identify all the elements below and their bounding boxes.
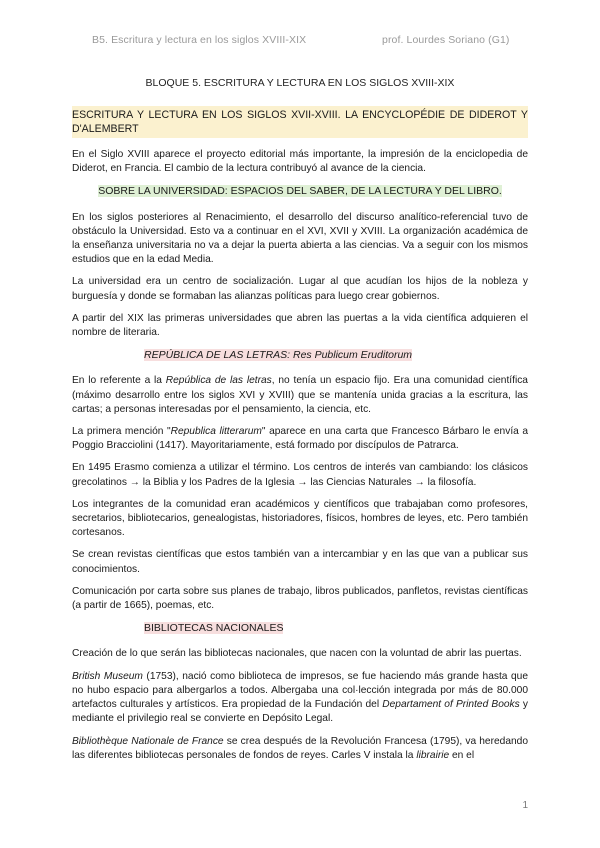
- paragraph: Bibliothèque Nationale de France se crea después de la Revolución Francesa (1795), va heredando las diferentes bibliotecas personales de fondos de reyes. Carles V instala la librairie en el: [72, 735, 528, 761]
- section-heading-text: SOBRE LA UNIVERSIDAD: ESPACIOS DEL SABER, DE LA LECTURA Y DEL LIBRO.: [98, 185, 502, 198]
- header-professor: prof. Lourdes Soriano (G1): [382, 34, 510, 46]
- section-heading-text: BIBLIOTECAS NACIONALES: [144, 622, 284, 635]
- paragraph: Comunicación por carta sobre sus planes de trabajo, libros publicados, panfletos, revistas científicas (a partir de 1665), poemas, etc.: [72, 585, 528, 612]
- section-heading-text: REPÚBLICA DE LAS LETRAS: Res Publicum Eruditorum: [144, 349, 413, 362]
- paragraph: British Museum (1753), nació como biblioteca de impresos, se fue haciendo más grande hasta que no hubo espacio para albergarlos a todos. Albergaba una col·lección integrada por más de 80.000 artefactos culturales y artísticos. Era propiedad de la Fundación del Departament of Printed Books y mediante el privilegio real se convierte en Depósito Legal.: [72, 670, 528, 725]
- header-course: B5. Escritura y lectura en los siglos XVIII-XIX: [92, 34, 307, 46]
- page-title: BLOQUE 5. ESCRITURA Y LECTURA EN LOS SIGLOS XVIII-XIX: [145, 77, 455, 89]
- document-body: [72, 106, 528, 771]
- section-heading-republica: [72, 348, 528, 362]
- paragraph: A partir del XIX las primeras universidades que abren las puertas a la vida científica adquieren el nombre de literaria.: [72, 312, 528, 339]
- section-heading-encyclopedie: ESCRITURA Y LECTURA EN LOS SIGLOS XVII-XVIII. LA ENCYCLOPÉDIE DE DIDEROT Y D'ALEMBERT: [72, 106, 528, 138]
- section-heading-universidad: [72, 184, 528, 198]
- paragraph: Se crean revistas científicas que estos también van a intercambiar y en las que van a publicar sus conocimientos.: [72, 549, 528, 575]
- paragraph: La primera mención "Republica litterarum" aparece en una carta que Francesco Bárbaro le envía a Poggio Bracciolini (1417). Mayoritariamente, está formado por discípulos de Patrarca.: [72, 426, 529, 452]
- paragraph: En los siglos posteriores al Renacimiento, el desarrollo del discurso analítico-referencial tuvo de obstáculo la Universidad. Esto va a continuar en el XVI, XVII y XVIII. La organización académica de la enseñanza universitaria no va a dejar la puerta abierta a las ciencias. Va a seguir con los mismos estudios que en la edad Media.: [72, 211, 528, 266]
- paragraph: Los integrantes de la comunidad eran académicos y científicos que trabajaban como profesores, secretarios, bibliotecarios, genealogistas, historiadores, físicos, hombres de leyes, etc. Pero también cortesanos.: [72, 498, 528, 539]
- paragraph: Creación de lo que serán las bibliotecas nacionales, que nacen con la voluntad de abrir las puertas.: [72, 648, 522, 660]
- section-heading-bibliotecas: [72, 621, 528, 635]
- paragraph: En lo referente a la República de las letras, no tenía un espacio fijo. Era una comunidad científica (máximo desarrollo entre los siglos XVI y XVIII) que se mantenía unida gracias a la escritura, las cartas; a personas interesadas por el pensamiento, la ciencia, etc.: [72, 375, 528, 415]
- paragraph: En 1495 Erasmo comienza a utilizar el término. Los centros de interés van cambiando: los clásicos grecolatinos → la Biblia y los Padres de la Iglesia → las Ciencias Naturales → la filosofía.: [72, 462, 528, 488]
- paragraph: La universidad era un centro de socialización. Lugar al que acudían los hijos de la nobleza y burguesía y donde se formaban las alianzas políticas para luego crear gobiernos.: [72, 276, 528, 302]
- page-number: 1: [522, 800, 528, 811]
- paragraph: En el Siglo XVIII aparece el proyecto editorial más importante, la impresión de la enciclopedia de Diderot, en Francia. El cambio de la lectura contribuyó al avance de la ciencia.: [72, 149, 528, 175]
